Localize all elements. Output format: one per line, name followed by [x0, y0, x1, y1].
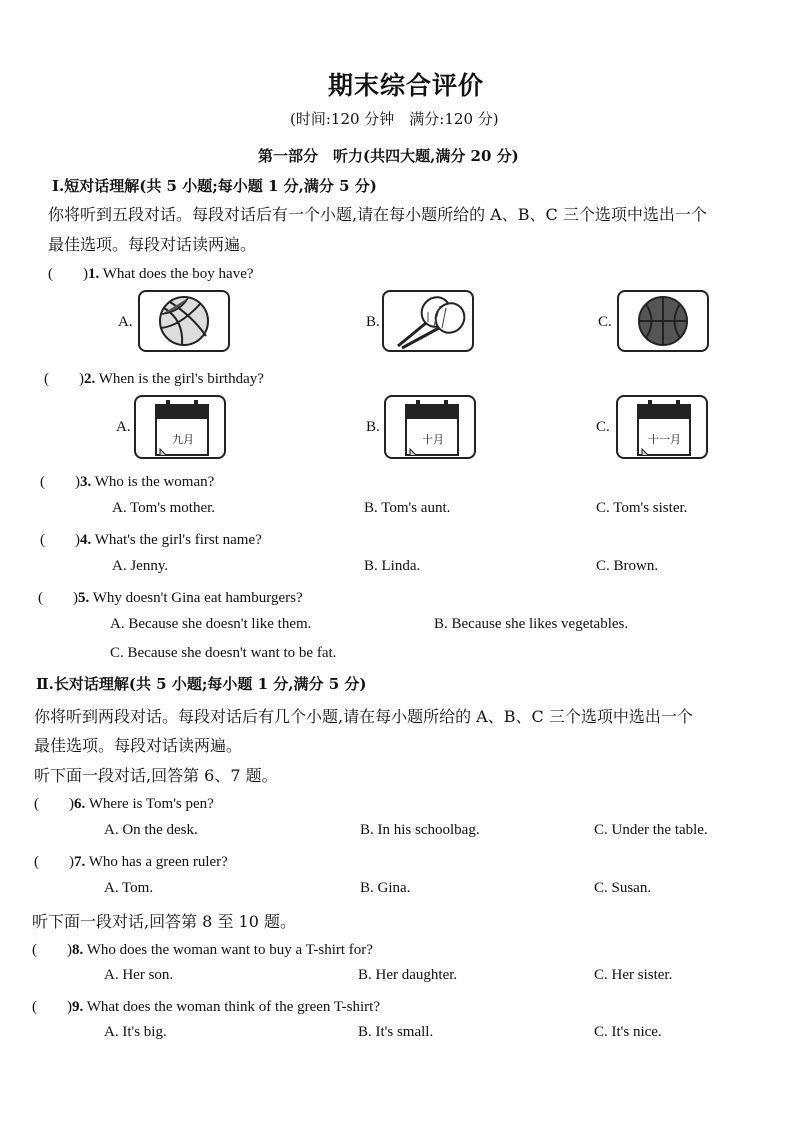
- option-image-b[interactable]: [382, 290, 474, 352]
- question-7: [34, 850, 228, 871]
- question-4: [40, 528, 262, 549]
- option-a[interactable]: A. Tom.: [104, 880, 154, 896]
- dialog-2-intro: 听下面一段对话,回答第 8 至 10 题。: [32, 912, 296, 931]
- question-5: [38, 586, 303, 607]
- question-8: [32, 938, 373, 959]
- part-heading: 第一部分 听力(共四大题,满分 20 分): [258, 147, 519, 165]
- answer-bracket[interactable]: ( ): [38, 590, 78, 606]
- calendar-icon: [136, 397, 224, 457]
- option-b[interactable]: B. It's small.: [358, 1024, 434, 1040]
- answer-bracket[interactable]: ( ): [40, 532, 80, 548]
- question-text: Who has a green ruler?: [88, 854, 228, 870]
- option-label-c: C.: [598, 314, 612, 330]
- question-number: 2.: [84, 371, 96, 387]
- calendar-month: 十月: [422, 433, 444, 446]
- question-text: When is the girl's birthday?: [98, 371, 264, 387]
- section-1-heading: Ⅰ.短对话理解(共 5 小题;每小题 1 分,满分 5 分): [52, 177, 377, 195]
- question-text: Who does the woman want to buy a T-shirt for?: [86, 942, 373, 958]
- section-1-instruction: 你将听到五段对话。每段对话后有一个小题,请在每小题所给的 A、B、C 三个选项中选出一个: [48, 205, 707, 224]
- option-c[interactable]: C. Tom's sister.: [596, 500, 688, 516]
- option-a[interactable]: A. Her son.: [104, 967, 174, 983]
- dialog-1-intro: 听下面一段对话,回答第 6、7 题。: [34, 766, 278, 785]
- option-a[interactable]: A. Jenny.: [112, 558, 169, 574]
- question-text: Where is Tom's pen?: [88, 796, 214, 812]
- question-number: 8.: [72, 942, 84, 958]
- exam-info: (时间:120 分钟 满分:120 分): [290, 110, 499, 128]
- option-b[interactable]: B. Tom's aunt.: [364, 500, 451, 516]
- answer-bracket[interactable]: ( ): [32, 942, 72, 958]
- question-number: 7.: [74, 854, 86, 870]
- option-c[interactable]: C. It's nice.: [594, 1024, 662, 1040]
- section-2-instruction: 你将听到两段对话。每段对话后有几个小题,请在每小题所给的 A、B、C 三个选项中选出一个: [34, 707, 693, 726]
- question-2: [44, 367, 264, 388]
- volleyball-icon: [140, 292, 228, 350]
- section-1-instruction-cont: 最佳选项。每段对话读两遍。: [48, 235, 257, 254]
- option-image-a[interactable]: [134, 395, 226, 459]
- answer-bracket[interactable]: ( ): [44, 371, 84, 387]
- option-label-a: A.: [118, 314, 133, 330]
- tennis-racket-icon: [384, 292, 472, 350]
- calendar-icon: [386, 397, 474, 457]
- question-3: [40, 470, 214, 491]
- option-label-b: B.: [366, 419, 380, 435]
- option-b[interactable]: B. In his schoolbag.: [360, 822, 480, 838]
- answer-bracket[interactable]: ( ): [34, 796, 74, 812]
- option-label-a: A.: [116, 419, 131, 435]
- calendar-icon: [618, 397, 706, 457]
- answer-bracket[interactable]: ( ): [48, 266, 88, 282]
- option-c[interactable]: C. Because she doesn't want to be fat.: [110, 645, 337, 661]
- option-a[interactable]: A. It's big.: [104, 1024, 167, 1040]
- option-image-b[interactable]: [384, 395, 476, 459]
- option-image-c[interactable]: [617, 290, 709, 352]
- question-6: [34, 792, 214, 813]
- option-b[interactable]: B. Because she likes vegetables.: [434, 616, 629, 632]
- option-image-a[interactable]: [138, 290, 230, 352]
- option-b[interactable]: B. Her daughter.: [358, 967, 458, 983]
- question-number: 3.: [80, 474, 92, 490]
- answer-bracket[interactable]: ( ): [32, 999, 72, 1015]
- question-9: [32, 995, 380, 1016]
- question-number: 1.: [88, 266, 100, 282]
- question-text: Who is the woman?: [94, 474, 215, 490]
- question-number: 5.: [78, 590, 90, 606]
- option-c[interactable]: C. Her sister.: [594, 967, 673, 983]
- question-1: [48, 262, 254, 283]
- question-number: 9.: [72, 999, 84, 1015]
- question-text: Why doesn't Gina eat hamburgers?: [92, 590, 303, 606]
- calendar-month: 九月: [172, 433, 194, 446]
- option-a[interactable]: A. Because she doesn't like them.: [110, 616, 312, 632]
- question-text: What does the woman think of the green T-shirt?: [86, 999, 380, 1015]
- option-b[interactable]: B. Gina.: [360, 880, 411, 896]
- question-text: What's the girl's first name?: [94, 532, 262, 548]
- question-number: 4.: [80, 532, 92, 548]
- answer-bracket[interactable]: ( ): [40, 474, 80, 490]
- page-title: 期末综合评价: [328, 71, 485, 100]
- section-2-heading: Ⅱ.长对话理解(共 5 小题;每小题 1 分,满分 5 分): [36, 675, 367, 693]
- option-c[interactable]: C. Brown.: [596, 558, 659, 574]
- question-text: What does the boy have?: [102, 266, 254, 282]
- option-c[interactable]: C. Susan.: [594, 880, 652, 896]
- option-c[interactable]: C. Under the table.: [594, 822, 708, 838]
- calendar-month: 十一月: [648, 433, 681, 446]
- question-number: 6.: [74, 796, 86, 812]
- section-2-instruction-cont: 最佳选项。每段对话读两遍。: [34, 736, 243, 755]
- option-label-b: B.: [366, 314, 380, 330]
- option-image-c[interactable]: [616, 395, 708, 459]
- answer-bracket[interactable]: ( ): [34, 854, 74, 870]
- option-a[interactable]: A. Tom's mother.: [112, 500, 216, 516]
- basketball-icon: [619, 292, 707, 350]
- option-label-c: C.: [596, 419, 610, 435]
- option-b[interactable]: B. Linda.: [364, 558, 421, 574]
- option-a[interactable]: A. On the desk.: [104, 822, 198, 838]
